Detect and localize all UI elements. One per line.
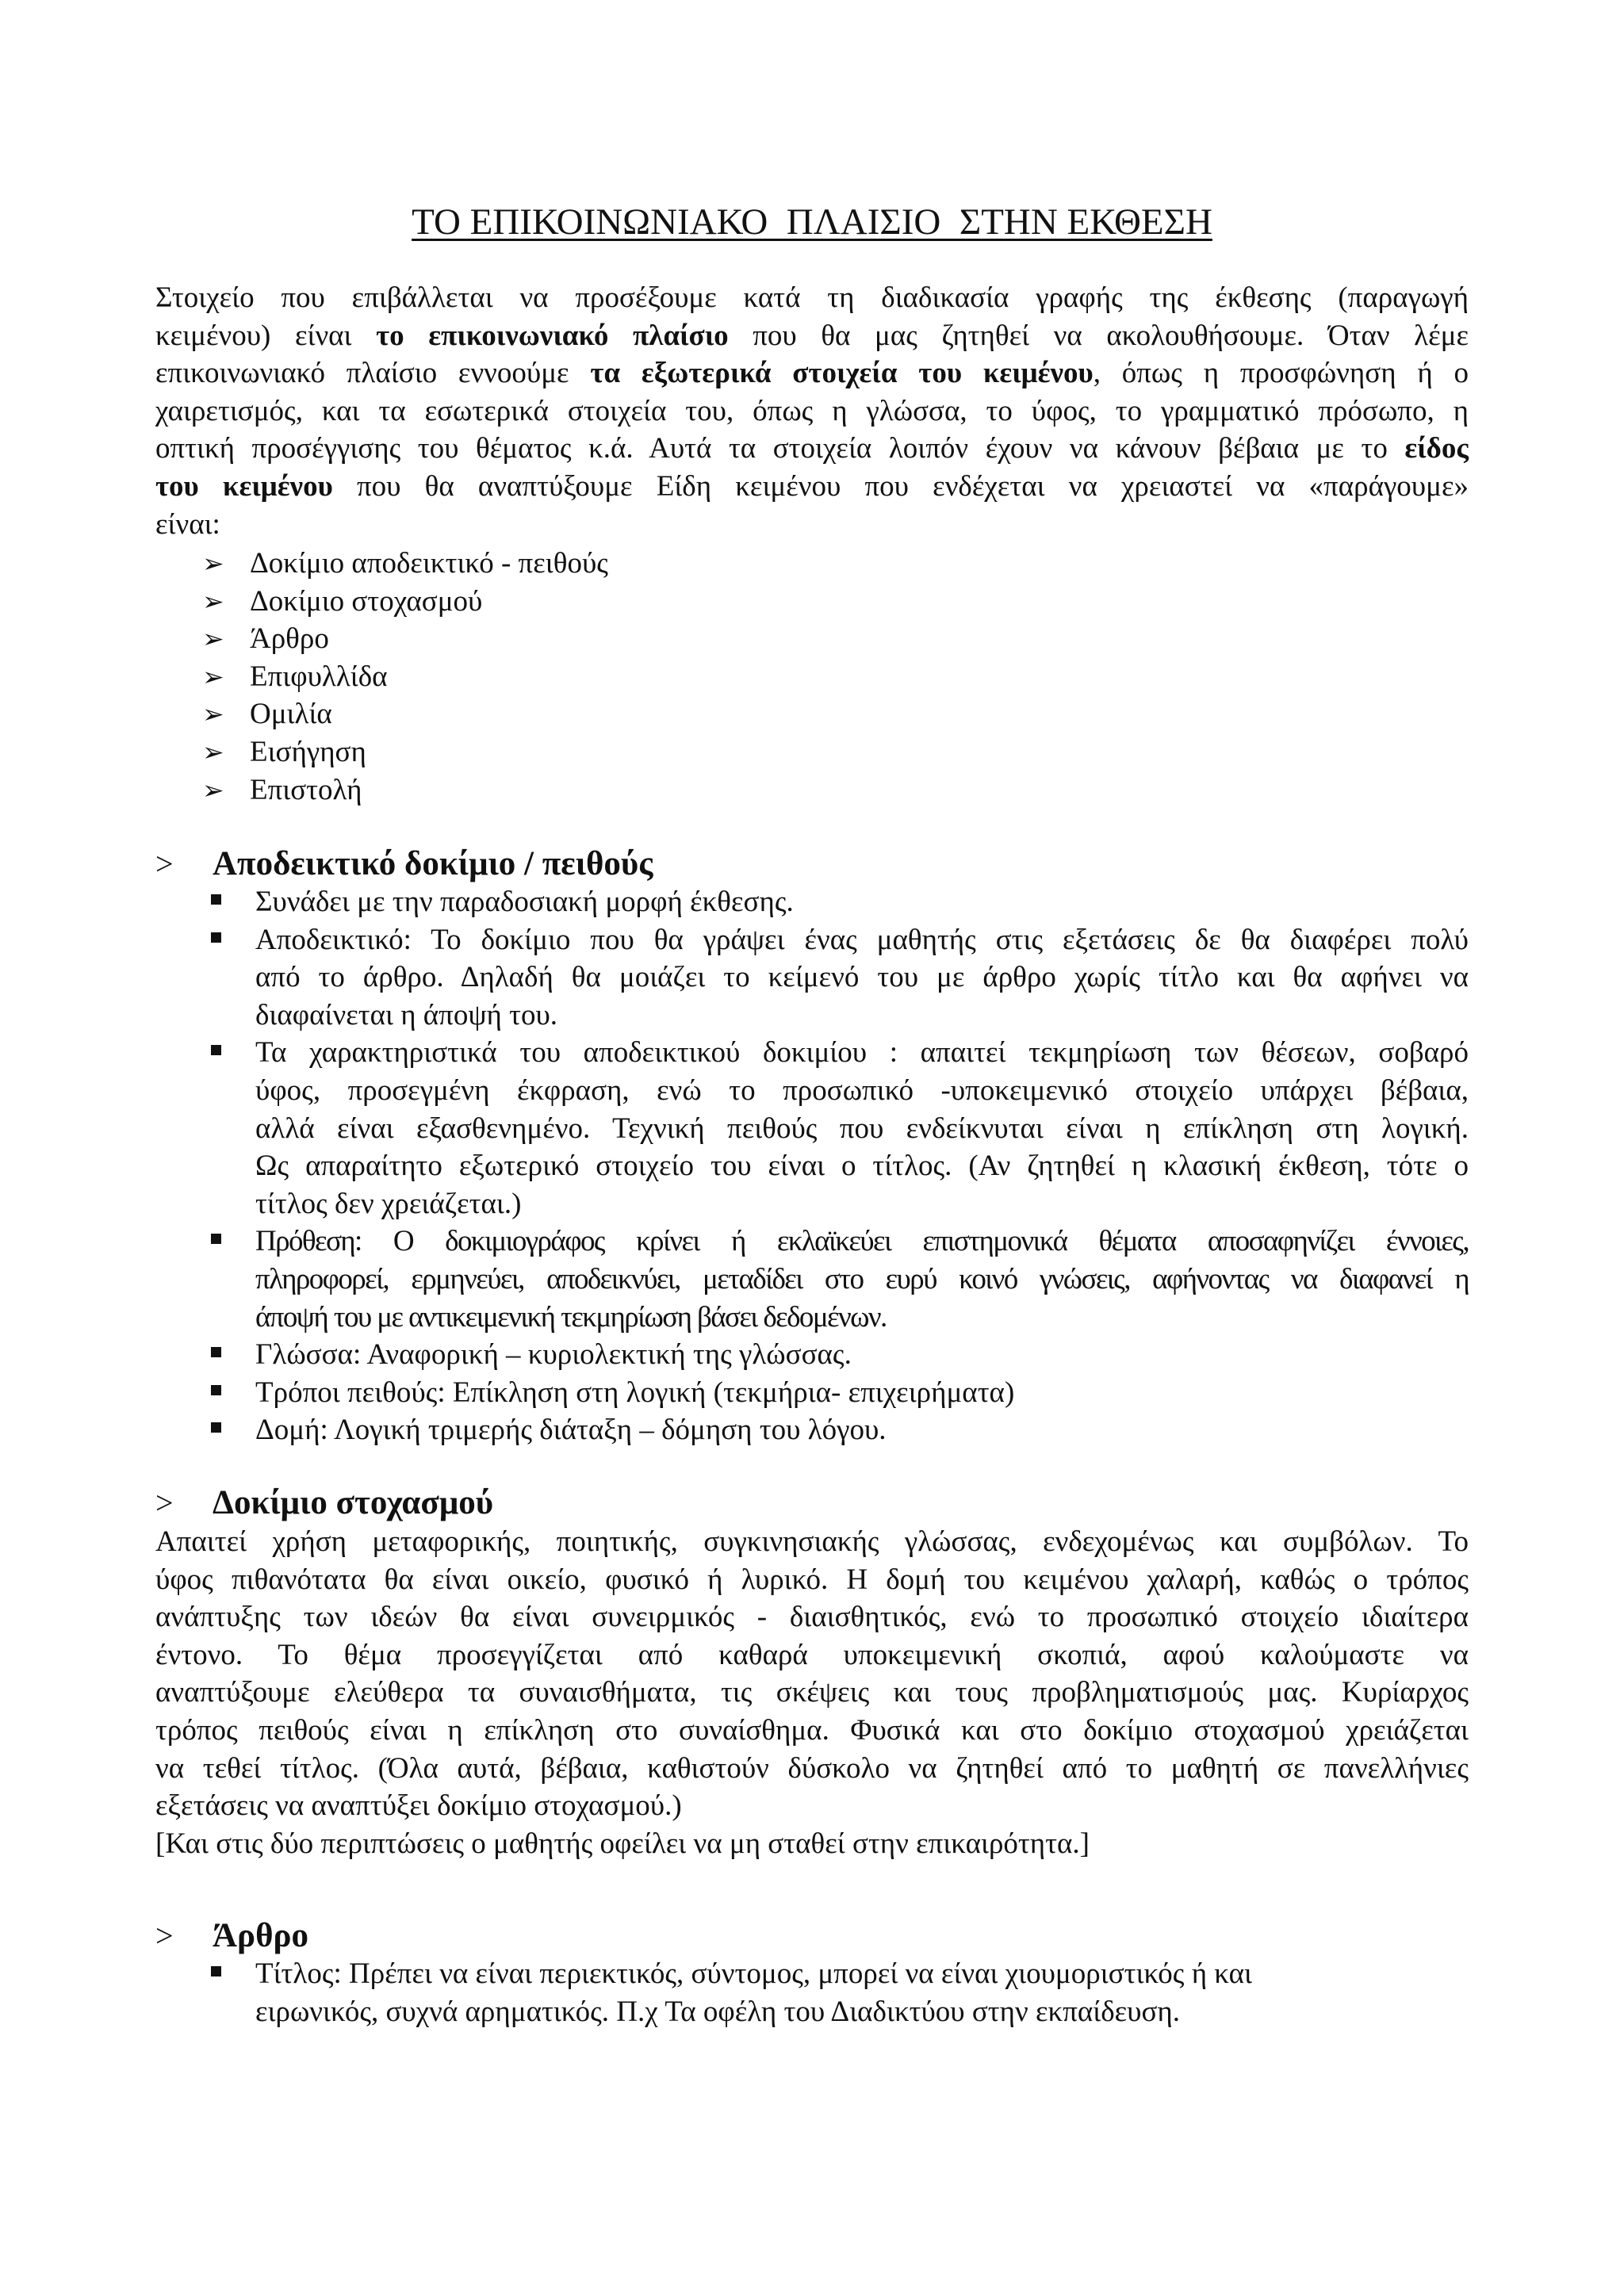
square-bullet-icon [211,1966,221,1976]
list-item: ➢ Δοκίμιο στοχασμού [202,583,608,621]
paragraph-line: έντονο. Το θέμα προσεγγίζεται από καθαρά υποκειμενική σκοπιά, αφού καλούμαστε να [155,1638,1469,1671]
emphasis: του κειμένου [155,469,333,503]
section-heading: > Αποδεικτικό δοκίμιο / πειθούς [155,844,653,885]
list-item: Τα χαρακτηριστικά του αποδεικτικού δοκιμίου : απαιτεί τεκμηρίωση των θέσεων, σοβαρό ύφος, προσεγμένη έκφραση, ενώ το προσωπικό -υποκειμενικό στοιχείο υπάρχει βέβαια, αλλά είναι εξασθενημένο. Τεχνική πειθούς που ενδείκνυται είναι η επίκληση στη λογική. Ως απαραίτητο εξωτερικό στοιχείο του είναι ο τίτλος. (Αν ζητηθεί η κλασική έκθεση, τότε ο τίτλος δεν χρειάζεται.) [208,1034,1469,1223]
emphasis: τα εξωτερικά στοιχεία του κειμένου [590,357,1094,390]
section-marker: > [155,1918,174,1954]
intro-line: Στοιχείο που επιβάλλεται να προσέξουμε κατά τη διαδικασία γραφής της έκθεσης (παραγωγή [155,281,1469,314]
square-bullet-icon [211,894,221,905]
paragraph-line: τρόπος πειθούς είναι η επίκληση στο συναίσθημα. Φυσικά και στο δοκίμιο στοχασμού χρειάζεται [155,1713,1469,1747]
list-item: ➢ Επιστολή [202,771,608,809]
intro-line: είναι: [155,507,220,541]
section-bullets [208,883,1469,1449]
emphasis: είδος [1404,432,1469,465]
list-item: Συνάδει με την παραδοσιακή μορφή έκθεσης. [208,883,1469,921]
intro-line: επικοινωνιακό πλαίσιο εννοούμε τα εξωτερικά στοιχεία του κειμένου, όπως η προσφώνηση ή ο [155,357,1469,390]
intro-line: κειμένου) είναι το επικοινωνιακό πλαίσιο που θα μας ζητηθεί να ακολουθήσουμε. Όταν λέμε [155,319,1469,352]
square-bullet-icon [211,1347,221,1357]
arrowhead-bullet-icon: ➢ [202,774,224,806]
paragraph-line: εξετάσεις να αναπτύξει δοκίμιο στοχασμού.) [155,1789,682,1823]
arrowhead-bullet-icon: ➢ [202,660,224,692]
list-item: Τίτλος: Πρέπει να είναι περιεκτικός, σύντομος, μπορεί να είναι χιουμοριστικός ή και ειρωνικός, συχνά αρηματικός. Π.χ Τα οφέλη του Διαδικτύου στην εκπαίδευση. [208,1955,1469,2030]
section-heading: > Άρθρο [155,1915,308,1957]
list-item: ➢ Άρθρο [202,620,608,658]
intro-line: οπτική προσέγγισης του θέματος κ.ά. Αυτά τα στοιχεία λοιπόν έχουν να κάνουν βέβαια με το είδος [155,432,1469,465]
list-item: ➢ Επιφυλλίδα [202,658,608,696]
arrowhead-bullet-icon: ➢ [202,623,224,655]
arrowhead-bullet-icon: ➢ [202,585,224,617]
paragraph-line: να τεθεί τίτλος. (Όλα αυτά, βέβαια, καθιστούν δύσκολο να ζητηθεί από το μαθητή σε πανελλήνιες [155,1751,1469,1785]
arrowhead-bullet-icon: ➢ [202,736,224,767]
section-heading: > Δοκίμιο στοχασμού [155,1483,493,1524]
list-item: Δομή: Λογική τριμερής διάταξη – δόμηση του λόγου. [208,1411,1469,1449]
section-bullets [208,1955,1469,2030]
paragraph-line: ανάπτυξης των ιδεών θα είναι συνειρμικός - διαισθητικός, ενώ το προσωπικό στοιχείο ιδιαίτερα [155,1601,1469,1634]
intro-line: χαιρετισμός, και τα εσωτερικά στοιχεία του, όπως η γλώσσα, το ύφος, το γραμματικό πρόσωπο, η [155,394,1469,427]
list-item: ➢ Δοκίμιο αποδεικτικό - πειθούς [202,545,608,583]
genre-list [202,545,608,809]
square-bullet-icon [211,1422,221,1433]
square-bullet-icon [211,1385,221,1395]
list-item: Αποδεικτικό: Το δοκίμιο που θα γράψει ένας μαθητής στις εξετάσεις δε θα διαφέρει πολύ από το άρθρο. Δηλαδή θα μοιάζει το κείμενό του με άρθρο χωρίς τίτλο και θα αφήνει να διαφαίνεται η άποψή του. [208,921,1469,1035]
intro-line: του κειμένου που θα αναπτύξουμε Είδη κειμένου που ενδέχεται να χρειαστεί να «παράγουμε» [155,469,1469,503]
square-bullet-icon [211,1045,221,1055]
paragraph-line: ύφος πιθανότατα θα είναι οικείο, φυσικό ή λυρικό. Η δομή του κειμένου χαλαρή, καθώς ο τρόπος [155,1563,1469,1596]
intro-paragraph [155,279,1469,543]
section-marker: > [155,846,174,882]
reflection-paragraph [155,1523,1469,1862]
arrowhead-bullet-icon: ➢ [202,698,224,730]
paragraph-line: Απαιτεί χρήση μεταφορικής, ποιητικής, συγκινησιακής γλώσσας, ενδεχομένως και συμβόλων. Το [155,1525,1469,1558]
note-line: [Και στις δύο περιπτώσεις ο μαθητής οφείλει να μη σταθεί στην επικαιρότητα.] [155,1827,1090,1860]
list-item: ➢ Εισήγηση [202,733,608,771]
square-bullet-icon [211,1234,221,1244]
list-item: Γλώσσα: Αναφορική – κυριολεκτική της γλώσσας. [208,1336,1469,1374]
list-item: Πρόθεση: Ο δοκιμιογράφος κρίνει ή εκλαϊκεύει επιστημονικά θέματα αποσαφηνίζει έννοιες, πληροφορεί, ερμηνεύει, αποδεικνύει, μεταδίδει στο ευρύ κοινό γνώσεις, αφήνοντας να διαφανεί η άποψή του με αντικειμενική τεκμηρίωση βάσει δεδομένων. [208,1223,1469,1336]
square-bullet-icon [211,932,221,943]
arrowhead-bullet-icon: ➢ [202,548,224,579]
emphasis: το επικοινωνιακό πλαίσιο [376,319,729,352]
list-item: ➢ Ομιλία [202,695,608,733]
document-title: ΤΟ ΕΠΙΚΟΙΝΩΝΙΑΚΟ ΠΛΑΙΣΙΟ ΣΤΗΝ ΕΚΘΕΣΗ [412,201,1212,243]
paragraph-line: αναπτύξουμε ελεύθερα τα συναισθήματα, τις σκέψεις και τους προβληματισμούς μας. Κυρίαρχος [155,1676,1469,1709]
list-item: Τρόποι πειθούς: Επίκληση στη λογική (τεκμήρια- επιχειρήματα) [208,1374,1469,1412]
section-marker: > [155,1485,174,1521]
